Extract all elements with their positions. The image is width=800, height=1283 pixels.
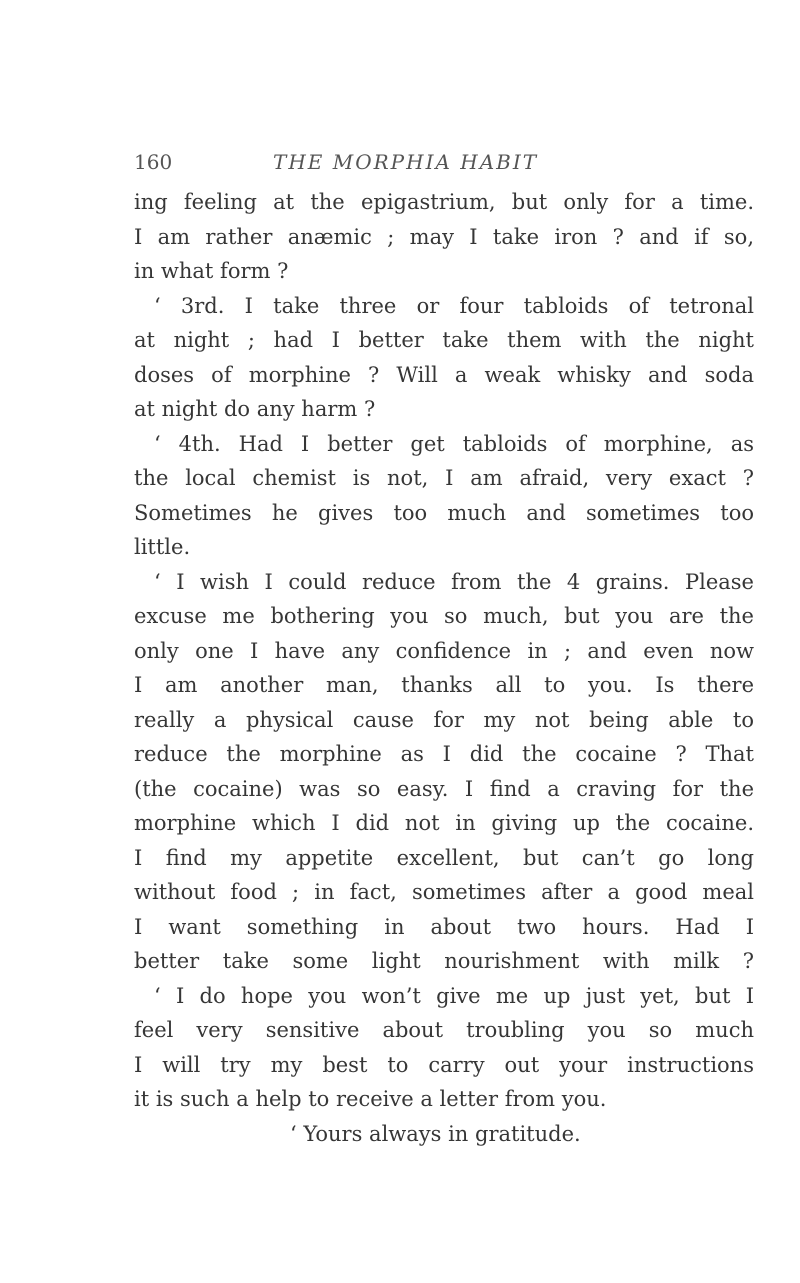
text-line: doses of morphine ? Will a weak whisky and soda xyxy=(134,362,754,387)
page-number: 160 xyxy=(134,150,173,174)
text-line: Sometimes he gives too much and sometimes too xyxy=(134,500,754,525)
text-line: ‘ I do hope you won’t give me up just yet, but I xyxy=(154,983,754,1008)
text-line: feel very sensitive about troubling you so much xyxy=(134,1018,754,1042)
text-line: at night ; had I better take them with the night xyxy=(134,328,754,352)
text-line: reduce the morphine as I did the cocaine ? That xyxy=(134,742,754,766)
text-line: at night do any harm ? xyxy=(134,397,376,421)
text-line: morphine which I did not in giving up the cocaine. xyxy=(134,811,754,835)
text-line: ‘ 3rd. I take three or four tabloids of tetronal xyxy=(154,293,754,318)
text-line: ‘ 4th. Had I better get tabloids of morphine, as xyxy=(154,431,754,456)
text-line: I want something in about two hours. Had I xyxy=(134,914,754,939)
text-line: better take some light nourishment with milk ? xyxy=(134,949,754,973)
text-line: I am rather anæmic ; may I take iron ? and if so, xyxy=(134,224,754,249)
text-line: ‘ I wish I could reduce from the 4 grains. Please xyxy=(154,569,754,594)
text-line: the local chemist is not, I am afraid, very exact ? xyxy=(134,466,754,490)
text-line: (the cocaine) was so easy. I find a craving for the xyxy=(134,776,754,801)
text-line: ing feeling at the epigastrium, but only for a time. xyxy=(134,190,754,214)
text-line: really a physical cause for my not being able to xyxy=(134,707,754,732)
text-line: I find my appetite excellent, but can’t go long xyxy=(134,845,754,870)
body-text xyxy=(134,185,754,1151)
text-line: I am another man, thanks all to you. Is there xyxy=(134,673,754,697)
text-line: only one I have any confidence in ; and even now xyxy=(134,638,754,663)
running-head xyxy=(134,148,754,176)
text-line: it is such a help to receive a letter from you. xyxy=(134,1087,607,1111)
running-title: THE MORPHIA HABIT xyxy=(273,150,539,174)
text-line: excuse me bothering you so much, but you are the xyxy=(134,604,754,628)
text-line: in what form ? xyxy=(134,259,289,283)
text-line: without food ; in fact, sometimes after a good meal xyxy=(134,880,754,904)
text-line: I will try my best to carry out your instructions xyxy=(134,1052,754,1077)
text-line: ‘ Yours always in gratitude. xyxy=(290,1121,581,1146)
text-line: little. xyxy=(134,535,191,559)
